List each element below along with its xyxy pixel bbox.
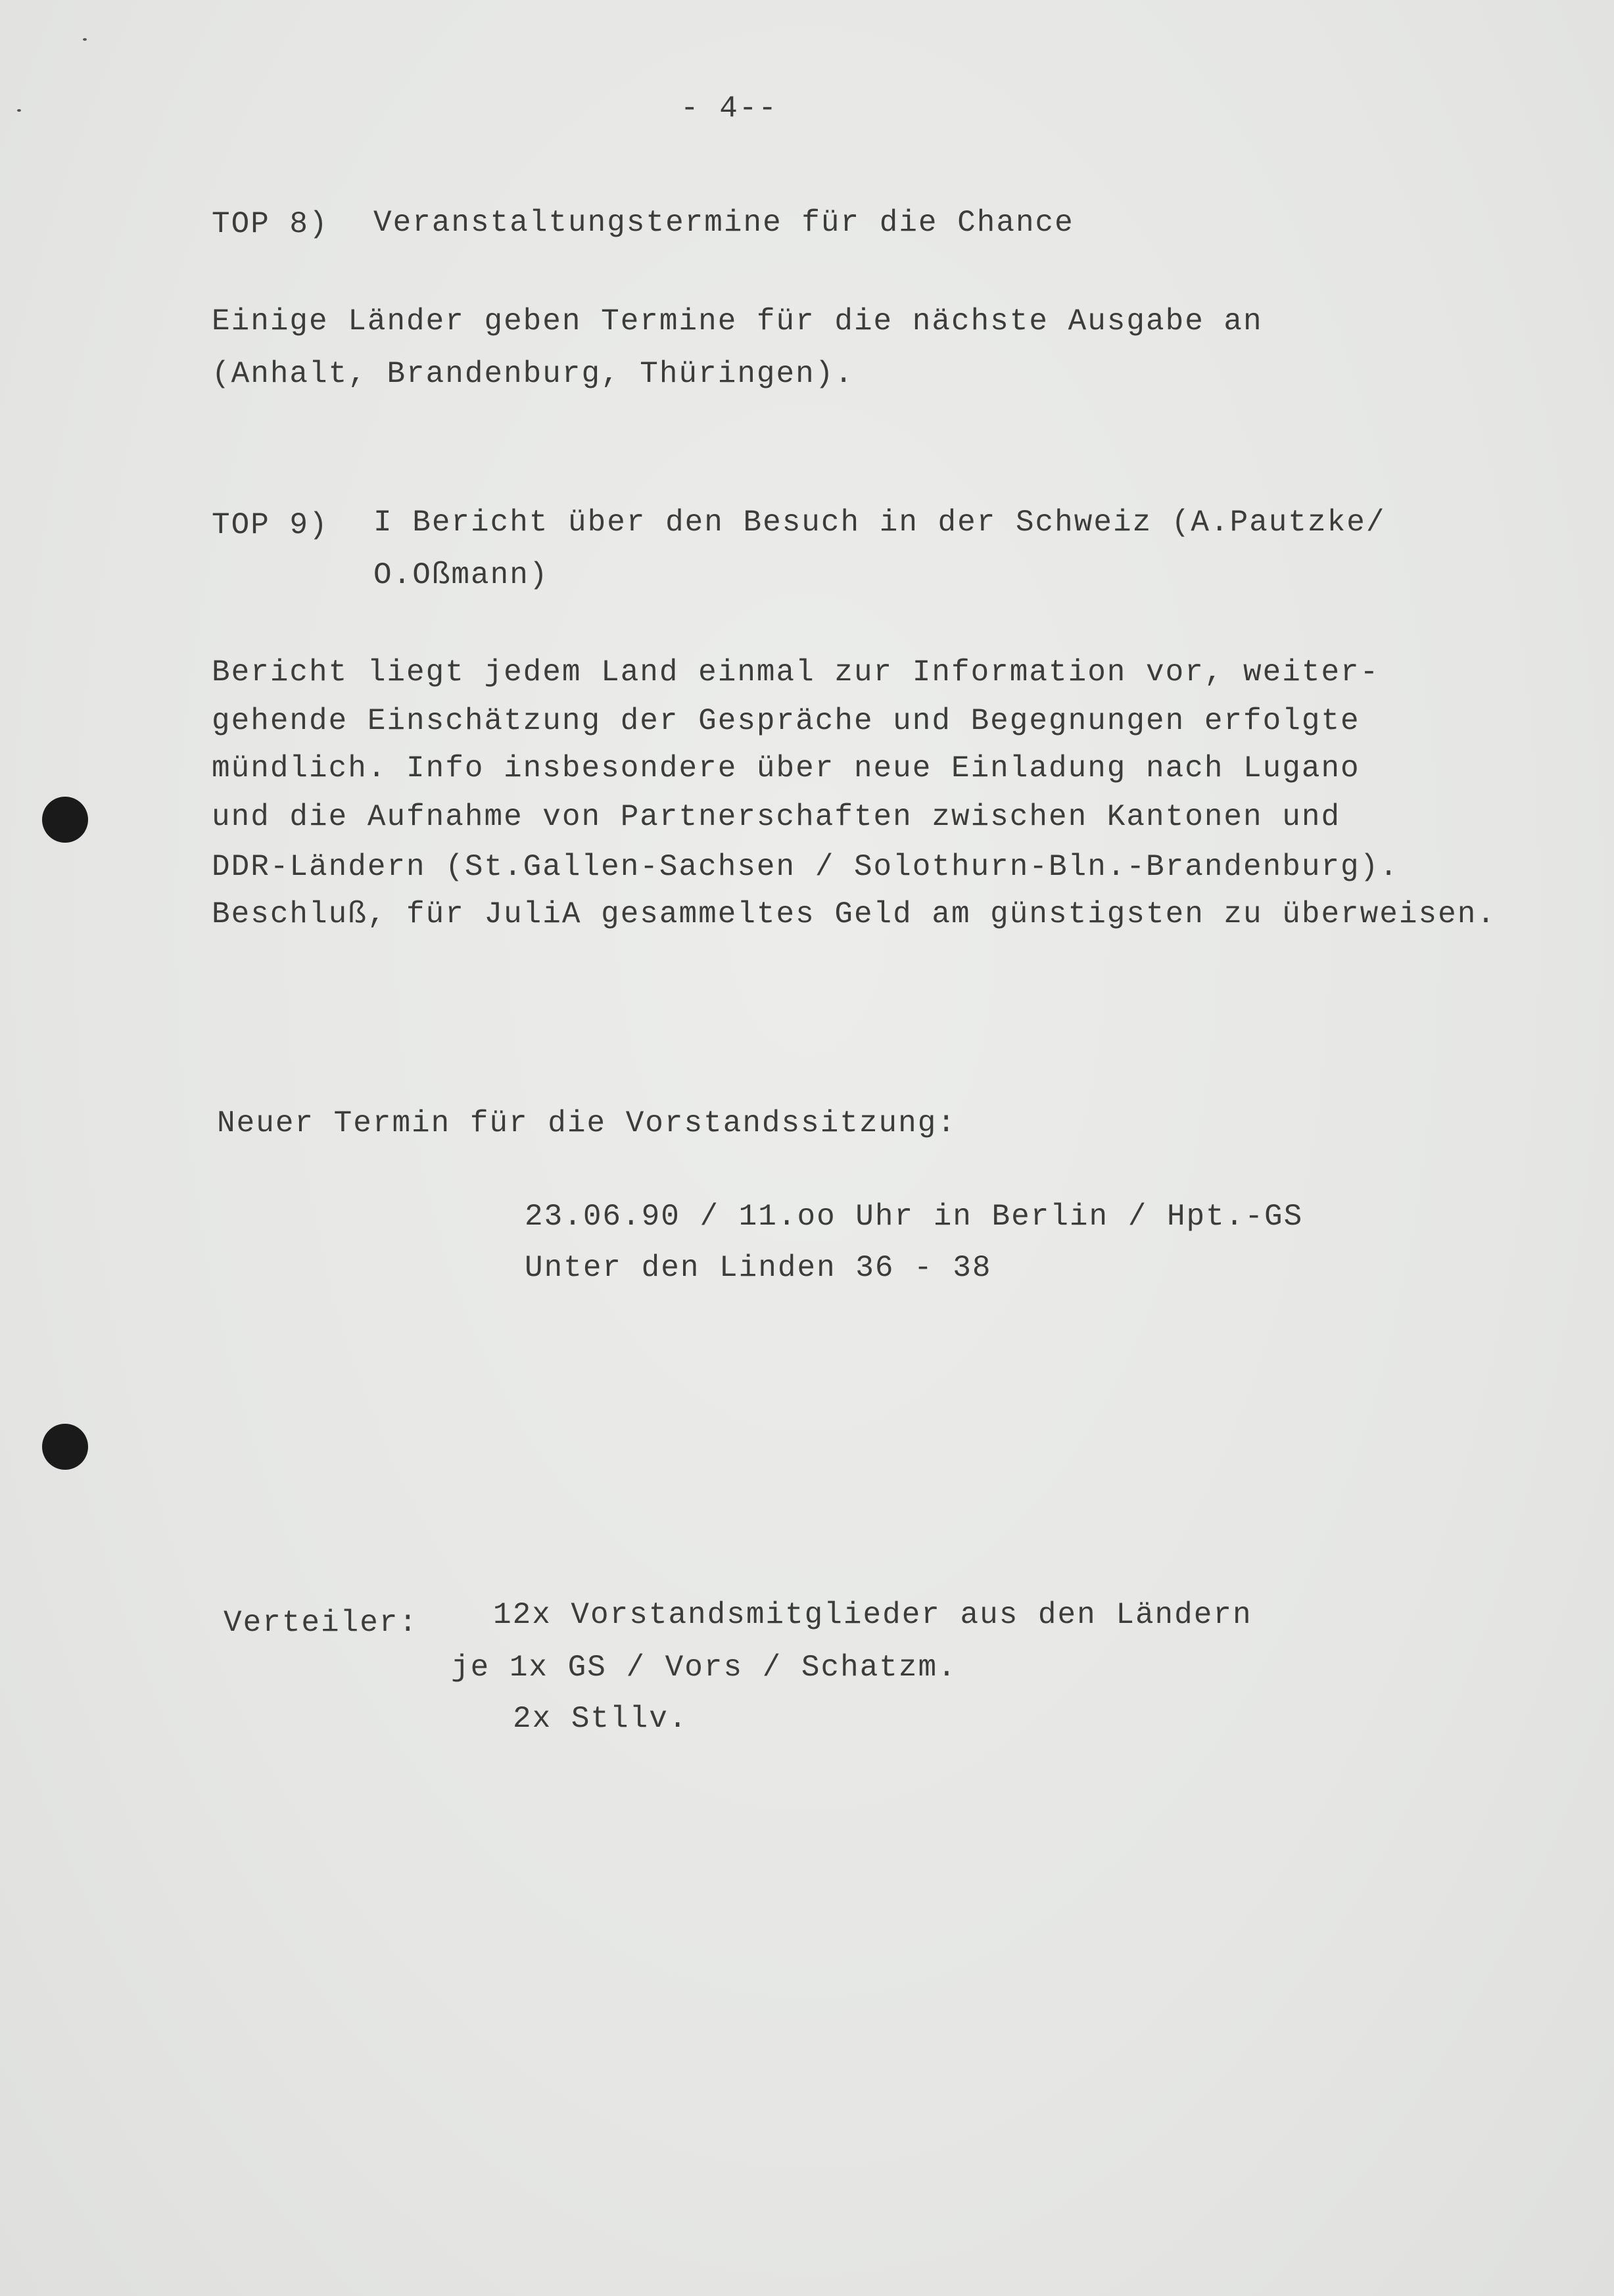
top9-body-line: mündlich. Info insbesondere über neue Einladung nach Lugano [212, 751, 1360, 785]
meeting-heading: Neuer Termin für die Vorstandssitzung: [217, 1106, 957, 1140]
distribution-label: Verteiler: [224, 1606, 419, 1640]
top8-body-line: (Anhalt, Brandenburg, Thüringen). [212, 357, 854, 391]
top8-title: Veranstaltungstermine für die Chance [373, 206, 1074, 240]
scan-speck [83, 38, 87, 41]
meeting-detail-line: Unter den Linden 36 - 38 [525, 1251, 992, 1285]
top9-label: TOP 9) [212, 508, 329, 542]
top9-title-line: I Bericht über den Besuch in der Schweiz (A.Pautzke/ [373, 505, 1386, 540]
top9-body-line: DDR-Ländern (St.Gallen-Sachsen / Solothurn-Bln.-Brandenburg). [212, 850, 1399, 884]
distribution-line: 12x Vorstandsmitglieder aus den Ländern [493, 1598, 1252, 1632]
punch-hole [42, 1424, 88, 1470]
distribution-line: je 1x GS / Vors / Schatzm. [451, 1651, 957, 1685]
top9-body-line: Bericht liegt jedem Land einmal zur Information vor, weiter- [212, 655, 1380, 690]
top8-body-line: Einige Länder geben Termine für die nächste Ausgabe an [212, 304, 1263, 339]
top8-label: TOP 8) [212, 207, 329, 241]
top9-body-line: gehende Einschätzung der Gespräche und Begegnungen erfolgte [212, 704, 1360, 738]
distribution-line: 2x Stllv. [513, 1702, 688, 1736]
top9-title-line: O.Oßmann) [373, 558, 549, 592]
top9-body-line: und die Aufnahme von Partnerschaften zwischen Kantonen und [212, 800, 1341, 834]
punch-hole [42, 797, 88, 843]
page-number: - 4-- [680, 91, 778, 126]
top9-body-line: Beschluß, für JuliA gesammeltes Geld am günstigsten zu überweisen. [212, 897, 1496, 931]
meeting-detail-line: 23.06.90 / 11.oo Uhr in Berlin / Hpt.-GS [525, 1200, 1304, 1234]
scan-speck [17, 109, 21, 112]
